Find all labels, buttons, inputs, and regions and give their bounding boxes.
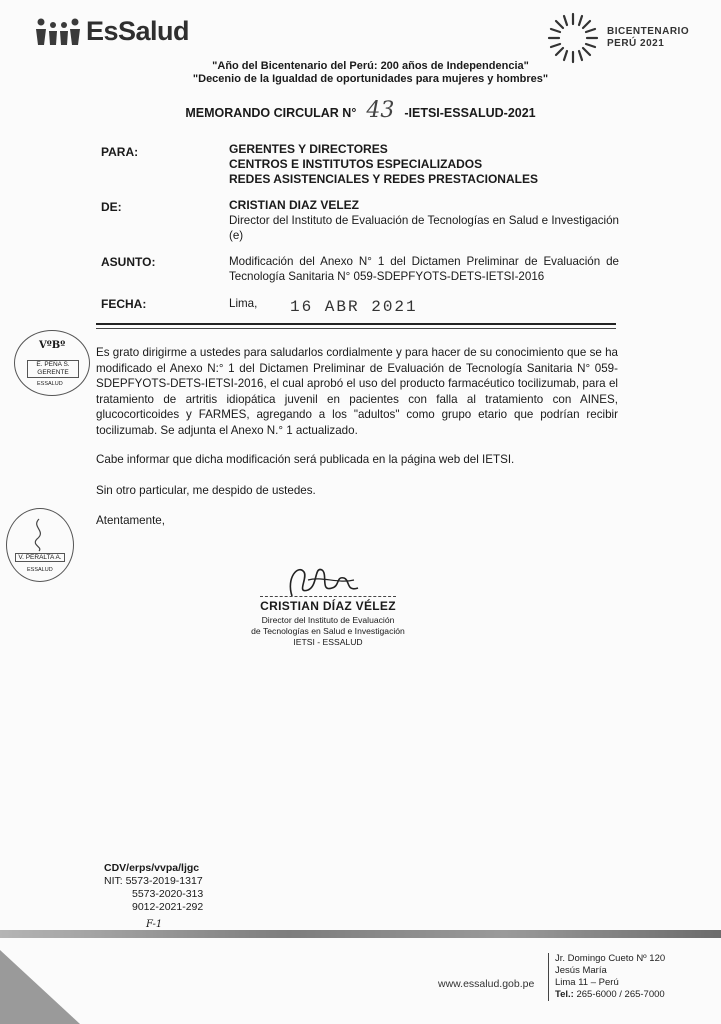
handwritten-note: F-1 <box>146 919 163 930</box>
stamp-org: ESSALUD <box>37 381 63 387</box>
motto-line-2: "Decenio de la Igualdad de oportunidades para mujeres y hombres" <box>192 73 549 85</box>
essalud-logo <box>34 16 189 47</box>
memo-suffix: -IETSI-ESSALUD-2021 <box>404 106 536 120</box>
logo-text: EsSalud <box>86 16 190 46</box>
nit-3: 9012-2021-292 <box>132 901 204 913</box>
fecha-date-stamp: 16 ABR 2021 <box>290 298 418 316</box>
de-label: DE: <box>101 200 122 214</box>
tel-label: Tel.: <box>555 989 574 1000</box>
asunto-label: ASUNTO: <box>101 255 156 269</box>
motto <box>0 60 721 86</box>
body-paragraph-2: Cabe informar que dicha modificación será publicada en la página web del IETSI. <box>96 453 515 466</box>
divider <box>96 328 616 329</box>
tel-value: 265-6000 / 265-7000 <box>576 989 665 1000</box>
de-sender <box>229 198 619 243</box>
footer-website: www.essalud.gob.pe <box>438 978 535 990</box>
de-title: Director del Instituto de Evaluación de Tecnologías en Salud e Investigación (e) <box>229 214 619 242</box>
memo-title <box>0 98 721 123</box>
nit-1: NIT: 5573-2019-1317 <box>104 875 203 887</box>
references-block <box>104 862 203 931</box>
bicentenario-text: BICENTENARIO PERÚ 2021 <box>607 26 690 49</box>
approval-stamp-2 <box>6 508 74 582</box>
stamp2-org: ESSALUD <box>27 567 53 573</box>
signature-line-1: Director del Instituto de Evaluación <box>261 615 395 625</box>
signature-line-2: de Tecnologías en Salud e Investigación <box>251 626 405 636</box>
divider <box>96 323 616 325</box>
fecha-place: Lima, <box>229 297 258 310</box>
fecha-label: FECHA: <box>101 297 147 311</box>
signature-scribble-icon <box>27 517 51 553</box>
bicentenario-emblem-icon <box>545 10 601 66</box>
body-paragraph-3: Sin otro particular, me despido de ustedes. <box>96 484 316 497</box>
corner-decoration-icon <box>0 950 80 1024</box>
footer-band <box>0 930 721 938</box>
memo-number: 43 <box>366 98 395 123</box>
motto-line-1: "Año del Bicentenario del Perú: 200 años de Independencia" <box>212 60 529 72</box>
footer-address: Jr. Domingo Cueto Nº 120 Jesús María Lima 11 – Perú Tel.: 265-6000 / 265-7000 <box>548 953 665 1001</box>
stamp-vb: VºBº <box>39 340 66 351</box>
signature-name: CRISTIAN DÍAZ VÉLEZ <box>260 596 396 613</box>
closing: Atentamente, <box>96 514 165 527</box>
para-recipients: GERENTES Y DIRECTORES CENTROS E INSTITUTOS ESPECIALIZADOS REDES ASISTENCIALES Y REDES PRESTACIONALES <box>229 142 538 186</box>
para-label: PARA: <box>101 145 139 159</box>
cdv-initials: CDV/erps/vvpa/ljgc <box>104 862 200 874</box>
approval-stamp-1 <box>14 330 90 396</box>
family-figures-icon <box>34 17 82 47</box>
stamp-name-box: E. PEÑA S. GERENTE <box>27 360 79 378</box>
bicentenario-logo <box>545 10 689 66</box>
body-paragraph-1: Es grato dirigirme a ustedes para saludarlos cordialmente y para hacer de su conocimiento que se ha modificado el Anexo N:° 1 del Dictamen Preliminar de Evaluación de Tecnología Sanitaria N° 059-SDEPFYOTS-DETS-IETSI-2016, el cual aprobó el uso del producto farmacéutico tocilizumab, para el tratamiento de artritis idiopática juvenil en pacientes con falla al tratamiento con AINES, glucocorticoides y FARMES, agregando a los "adultos" como grupo etario que podrían recibir tocilizumab. Se adjunta el Anexo N.° 1 actualizado. <box>96 346 618 437</box>
nit-2: 5573-2020-313 <box>132 888 204 900</box>
signature-block <box>218 560 438 648</box>
de-name: CRISTIAN DIAZ VELEZ <box>229 198 360 212</box>
memo-prefix: MEMORANDO CIRCULAR N° <box>185 106 357 120</box>
asunto-text: Modificación del Anexo N° 1 del Dictamen Preliminar de Evaluación de Tecnología Sanitaria N° 059-SDEPFYOTS-DETS-IETSI-2016 <box>229 255 619 283</box>
stamp2-name: V. PERALTA A. <box>15 553 65 562</box>
signature-line-3: IETSI - ESSALUD <box>293 637 363 647</box>
